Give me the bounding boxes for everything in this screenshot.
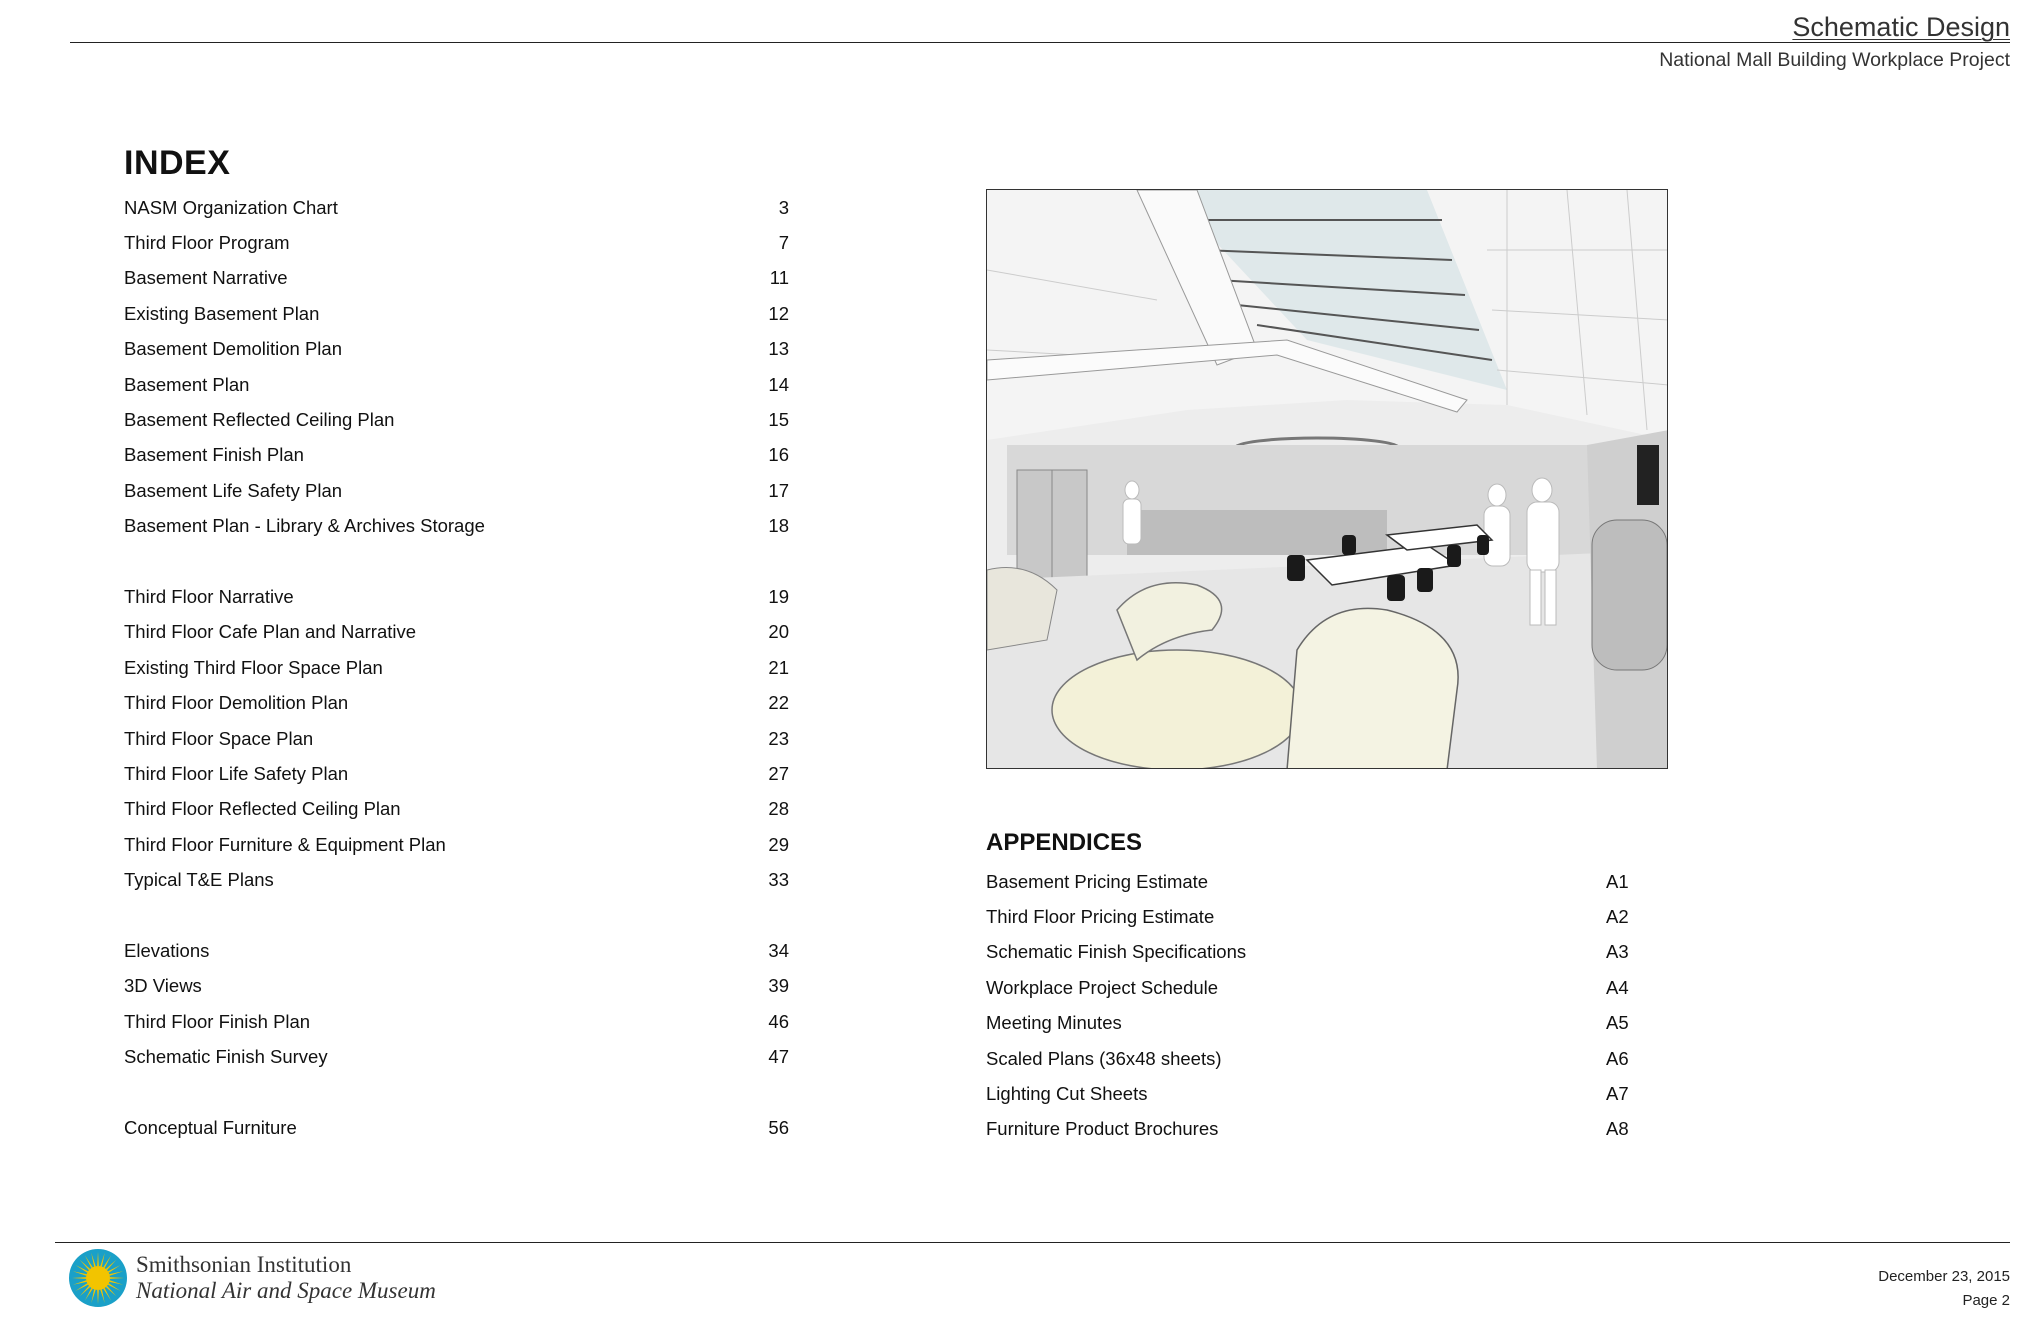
- group-spacer: [124, 898, 789, 933]
- document-date: December 23, 2015: [1878, 1268, 2010, 1285]
- project-name: National Mall Building Workplace Project: [1659, 49, 2010, 71]
- index-entry-label: Existing Third Floor Space Plan: [124, 656, 383, 678]
- index-entry-page: 13: [768, 338, 789, 360]
- index-entry-page: 21: [768, 656, 789, 678]
- index-entry: [124, 1004, 789, 1039]
- index-entry-page: 15: [768, 409, 789, 431]
- index-entry: [124, 296, 789, 331]
- appendix-entry: [986, 970, 1646, 1005]
- index-entry-page: 27: [768, 762, 789, 784]
- index-entry: [124, 685, 789, 720]
- museum-name: National Air and Space Museum: [136, 1278, 436, 1303]
- index-heading: INDEX: [124, 144, 231, 182]
- appendix-entry: [986, 1006, 1646, 1041]
- index-entry: [124, 438, 789, 473]
- index-entry-page: 18: [768, 515, 789, 537]
- index-entry-label: Elevations: [124, 939, 210, 961]
- index-entry-label: Third Floor Life Safety Plan: [124, 762, 349, 784]
- appendix-entry-label: Workplace Project Schedule: [986, 976, 1219, 998]
- org-name: Smithsonian Institution: [136, 1252, 352, 1277]
- appendix-entry: [986, 1041, 1646, 1076]
- index-entry: [124, 933, 789, 968]
- index-entry: [124, 827, 789, 862]
- index-entry-label: Existing Basement Plan: [124, 302, 320, 324]
- index-entry-label: Third Floor Furniture & Equipment Plan: [124, 833, 446, 855]
- index-entry: [124, 225, 789, 260]
- index-entry: [124, 332, 789, 367]
- appendix-entry-code: A3: [1606, 941, 1629, 963]
- index-entry: [124, 579, 789, 614]
- index-entry-label: Third Floor Program: [124, 232, 290, 254]
- index-entry-page: 11: [769, 267, 789, 289]
- group-spacer: [124, 544, 789, 579]
- index-entry-label: Third Floor Demolition Plan: [124, 692, 349, 714]
- appendix-entry-label: Schematic Finish Specifications: [986, 941, 1247, 963]
- index-entry-label: Third Floor Finish Plan: [124, 1010, 311, 1032]
- index-entry: [124, 615, 789, 650]
- page-number: Page 2: [1962, 1292, 2010, 1309]
- index-entry: [124, 509, 789, 544]
- index-entry-page: 12: [768, 302, 789, 324]
- index-entry-page: 7: [778, 232, 789, 254]
- index-entry-label: Conceptual Furniture: [124, 1116, 297, 1138]
- index-entry-page: 17: [768, 479, 789, 501]
- appendix-entry: [986, 864, 1646, 899]
- index-entry: [124, 650, 789, 685]
- appendix-entry: [986, 1112, 1646, 1147]
- index-entry-page: 22: [768, 692, 789, 714]
- index-entry-label: Third Floor Space Plan: [124, 727, 314, 749]
- appendix-entry-code: A4: [1606, 976, 1629, 998]
- index-entry: [124, 792, 789, 827]
- index-entry: [124, 473, 789, 508]
- index-entry-page: 16: [768, 444, 789, 466]
- appendix-entry-code: A1: [1606, 870, 1629, 892]
- index-entry-page: 46: [768, 1010, 789, 1032]
- index-entry-page: 14: [768, 373, 789, 395]
- appendix-entry-label: Lighting Cut Sheets: [986, 1083, 1148, 1105]
- index-entry: [124, 1039, 789, 1074]
- index-entry-label: 3D Views: [124, 975, 202, 997]
- appendix-entry-code: A2: [1606, 906, 1629, 928]
- appendix-entry-code: A5: [1606, 1012, 1629, 1034]
- appendix-entry: [986, 935, 1646, 970]
- index-entry: [124, 862, 789, 897]
- appendices-list: [986, 864, 1646, 1147]
- index-entry-page: 47: [768, 1046, 789, 1068]
- appendix-entry-label: Scaled Plans (36x48 sheets): [986, 1047, 1222, 1069]
- index-entry: [124, 721, 789, 756]
- index-entry-page: 28: [768, 798, 789, 820]
- appendices-heading: APPENDICES: [986, 829, 1143, 856]
- index-entry-label: Basement Finish Plan: [124, 444, 304, 466]
- index-entry-label: Basement Demolition Plan: [124, 338, 342, 360]
- index-entry-page: 39: [768, 975, 789, 997]
- index-entry-label: Third Floor Cafe Plan and Narrative: [124, 621, 417, 643]
- index-entry-label: Third Floor Reflected Ceiling Plan: [124, 798, 401, 820]
- index-entry-label: Third Floor Narrative: [124, 585, 294, 607]
- index-entry: [124, 756, 789, 791]
- index-entry-label: Typical T&E Plans: [124, 869, 274, 891]
- index-entry: [124, 261, 789, 296]
- appendix-entry-label: Third Floor Pricing Estimate: [986, 906, 1215, 928]
- appendix-entry-code: A8: [1606, 1118, 1629, 1140]
- index-entry-label: Schematic Finish Survey: [124, 1046, 328, 1068]
- appendix-entry-label: Meeting Minutes: [986, 1012, 1122, 1034]
- index-entry-label: Basement Reflected Ceiling Plan: [124, 409, 395, 431]
- index-entry-page: 33: [768, 869, 789, 891]
- index-entry-page: 23: [768, 727, 789, 749]
- index-entry-page: 34: [768, 939, 789, 961]
- appendix-entry: [986, 1076, 1646, 1111]
- index-entry: [124, 969, 789, 1004]
- index-entry-label: NASM Organization Chart: [124, 196, 338, 218]
- cafe-interior-rendering: [986, 189, 1668, 769]
- index-entry-page: 56: [768, 1116, 789, 1138]
- index-entry-page: 3: [778, 196, 789, 218]
- index-entry-page: 29: [768, 833, 789, 855]
- group-spacer: [124, 1075, 789, 1110]
- smithsonian-sun-logo-icon: [68, 1248, 128, 1308]
- appendix-entry-label: Basement Pricing Estimate: [986, 870, 1209, 892]
- index-entry-label: Basement Plan: [124, 373, 250, 395]
- appendix-entry-label: Furniture Product Brochures: [986, 1118, 1219, 1140]
- index-list: [124, 190, 789, 1146]
- appendix-entry: [986, 899, 1646, 934]
- appendix-entry-code: A7: [1606, 1083, 1629, 1105]
- index-entry: [124, 367, 789, 402]
- appendix-entry-code: A6: [1606, 1047, 1629, 1069]
- header-rule: [70, 42, 2010, 43]
- document-title: Schematic Design: [1792, 12, 2010, 42]
- index-entry-page: 19: [768, 585, 789, 607]
- index-entry-label: Basement Narrative: [124, 267, 288, 289]
- index-entry: [124, 1110, 789, 1145]
- index-entry: [124, 402, 789, 437]
- index-entry: [124, 190, 789, 225]
- index-entry-label: Basement Life Safety Plan: [124, 479, 343, 501]
- index-entry-label: Basement Plan - Library & Archives Storage: [124, 515, 485, 537]
- footer-rule: [55, 1242, 2010, 1243]
- index-entry-page: 20: [768, 621, 789, 643]
- cafe-rendering-image: [987, 190, 1668, 769]
